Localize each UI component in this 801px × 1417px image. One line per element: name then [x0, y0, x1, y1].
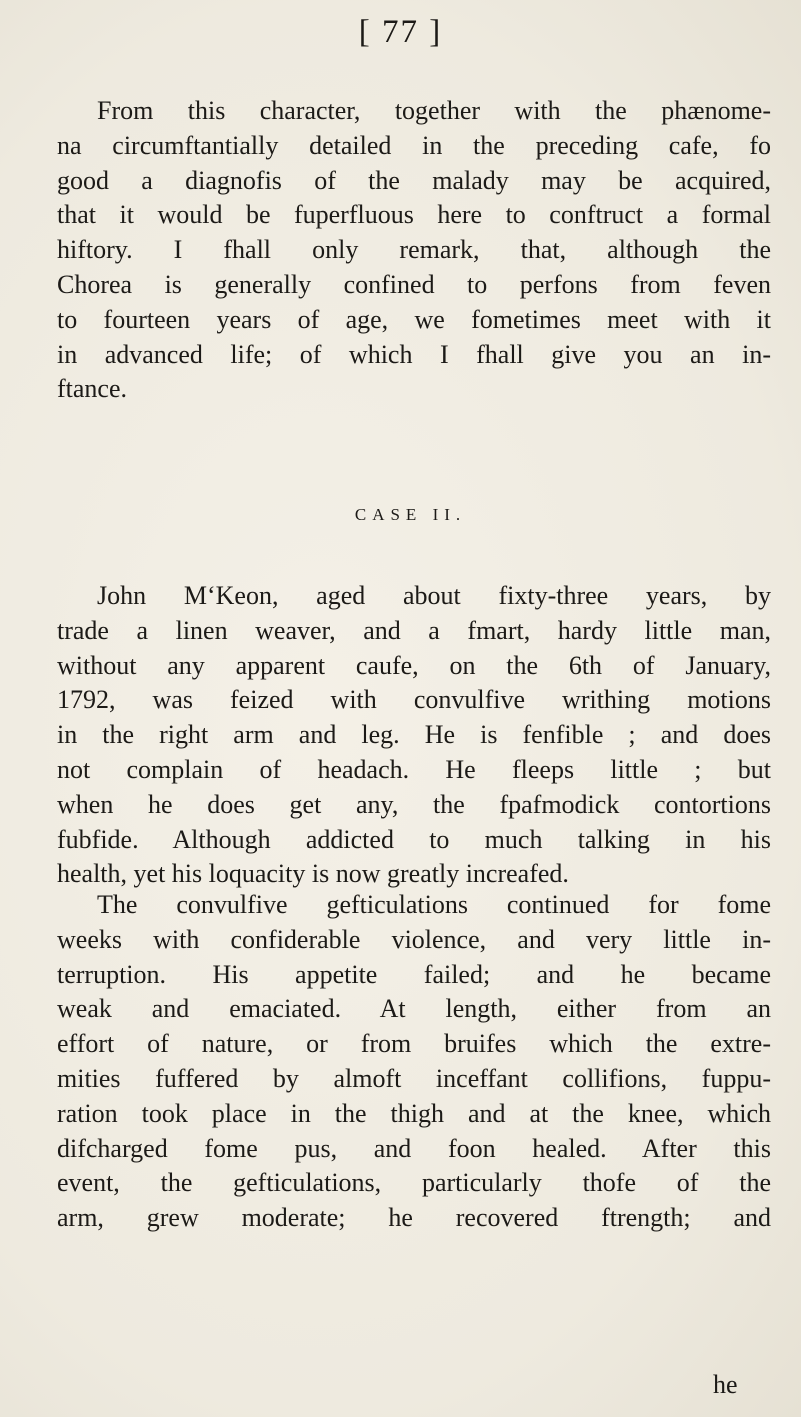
text-line: 1792, was feized with convulfive writhing motions [57, 685, 771, 715]
text-line: ftance. [57, 374, 128, 404]
text-line: mities fuffered by almoft inceffant collifions, fuppu- [57, 1063, 771, 1093]
text-line: fubfide. Although addicted to much talking in his [57, 824, 771, 854]
text-line: in advanced life; of which I fhall give you an in- [57, 339, 771, 369]
text-line: hiftory. I fhall only remark, that, although the [57, 235, 771, 265]
text-line: effort of nature, or from bruifes which the extre- [57, 1029, 771, 1059]
text-line: not complain of headach. He fleeps little ; but [57, 754, 771, 784]
paragraph-case-description [57, 579, 771, 892]
text-line: trade a linen weaver, and a fmart, hardy little man, [57, 615, 771, 645]
text-line: Chorea is generally confined to perfons from feven [57, 269, 771, 299]
text-line: event, the gefticulations, particularly thofe of the [57, 1168, 771, 1198]
text-line: weeks with confiderable violence, and very little in- [57, 924, 771, 954]
text-line: health, yet his loquacity is now greatly increafed. [57, 859, 569, 889]
text-line: without any apparent caufe, on the 6th of January, [57, 650, 771, 680]
text-line: arm, grew moderate; he recovered ftrength; and [57, 1203, 771, 1233]
text-line: to fourteen years of age, we fometimes meet with it [57, 304, 771, 334]
text-line: From this character, together with the phænome- [97, 96, 771, 125]
text-line: in the right arm and leg. He is fenfible ; and does [57, 720, 771, 750]
paragraph-case-progress [57, 888, 771, 1236]
text-line: John M‘Keon, aged about fixty-three years, by [97, 581, 771, 610]
paragraph-intro [57, 94, 771, 407]
page-number: [ 77 ] [358, 14, 443, 50]
text-line: good a diagnofis of the malady may be acquired, [57, 165, 771, 195]
text-line: terruption. His appetite failed; and he became [57, 959, 771, 989]
text-line: ration took place in the thigh and at the knee, which [57, 1098, 771, 1128]
text-line: when he does get any, the fpafmodick contortions [57, 789, 771, 819]
text-line: weak and emaciated. At length, either from an [57, 994, 771, 1024]
text-line: The convulfive gefticulations continued for fome [97, 890, 771, 919]
text-line: na circumftantially detailed in the preceding cafe, fo [57, 130, 771, 160]
text-line: that it would be fuperfluous here to conftruct a formal [57, 200, 771, 230]
case-heading: CASE II. [354, 505, 467, 524]
catchword: he [713, 1370, 738, 1399]
text-line: difcharged fome pus, and foon healed. After this [57, 1133, 771, 1163]
